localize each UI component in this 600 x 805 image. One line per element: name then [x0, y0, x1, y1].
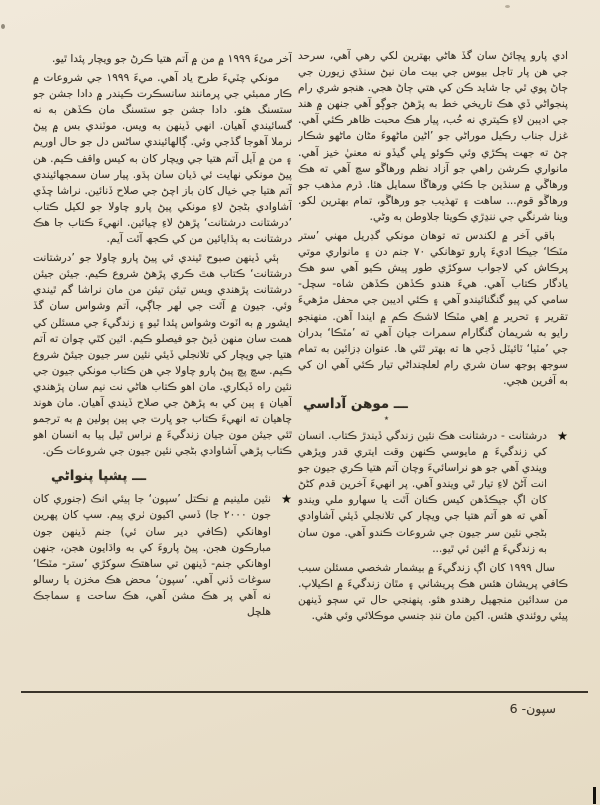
scan-artifact-bottom-right — [593, 787, 596, 804]
paragraph-text: نئين ملينيم ۾ نڪتل ’سپون‘ جا ٻيئي انڪ (جنوري کان جون ٢٠٠٠ جا) ڏسي اکيون ٺري پيم. سڀ کان پهرين اوهانکي (ڪافي دير سان ئي) جنم ڏينهن جون مبارڪون هجن. پيڻ پاروءَ کي به واڌايون هجن، جنهن اوهانکي جنم- ڏينهن تي ساهتڪ سوکڙي ’ستر- مٽڪا‘ سوغات ڏني آهي. ’سپون‘ محض هڪ مخزن يا رسالو نه آهي پر هڪ مشن آهي، هڪ ساحت ۽ سماجڪ هلچل — [33, 493, 271, 618]
asterisk-ornament-icon: ٭ — [384, 413, 389, 424]
page-number: سپون- 6 — [509, 701, 556, 716]
paragraph-text: درشتانت - درشتانت هڪ نئين زندگي ڏيندڙ ڪتاب. انسان کي زندگيءَ ۾ مايوسي ڪنهن وقت ايتري قدر ويڙهي ويندي آهي جو هو نراسائيءَ وچان آتم هتيا ڪري جيون جو انت آڻڻ لاءِ تيار ٿي ويندو آهي. پر انهيءَ آخرين قدم کڻڻ کان اڳ جيڪڏهن کيس ڪنان آٿت يا سهارو ملي ويندو آهي ته هو آتم هتيا جي ويچار کي تلانجلي ڏيئي آشاوادي بڻجي نئين سر جيون جي شروعات ڪندو آهي. مون سان به زندگيءَ ۾ ائين ئي ٿيو... — [298, 429, 547, 555]
paragraph: سال ١٩٩٩ کان اڳ زندگيءَ ۾ بيشمار شخصي مسئلن سبب ڪافي پريشان هئس هڪ پريشاني ۽ مٿان زندگيءَ ۾ اڪيلاپ. من سدائين منجھيل رهندو هئو. پنهنجي حال تي سڄو ڏينهن پيئي روئندي هئس. اکين مان ننڊ جنسي موڪلائي وئي هئي. — [298, 561, 568, 622]
star-bullet-icon: ★ — [557, 428, 568, 443]
starred-paragraph — [33, 491, 292, 620]
text-column-right — [298, 48, 568, 684]
text-column-left — [33, 51, 292, 701]
paragraph: مونکي چٽيءَ طرح ياد آهي. ميءَ ١٩٩٩ جي شروعات ۾ ڪار ممبئي جي پرمانند سانسڪرت ڪيندر ۾ دادا جشن جو ستسنگ هئو. دادا جشن جو ستسنگ مان ڪڏهن به نه گسائيندي آهيان. انهي ڏينهن به ويس. موٽندي بس ۾ پيڻ نرملا آهوجا گڏجي وئي. ڳالهائيندي ساڻس دل جو حال اوريم ۽ من ۾ آيل آتم هتيا جي ويچار کان به کيس واقف ڪيم. هن پيڻ مونکي نهايت ئي ڌيان سان ٻڌو. پيار سان سمجھائيندي آتم هتيا جي خيال کان باز اچڻ جي صلاح ڏنائين. نراشا ڇڏي آشاوادي بڻجڻ لاءِ مونکي پيڻ پارو چاولا جو لکيل ڪتاب ’درشتانت درشتانت‘ پڙهڻ لاءِ چيائين. انهيءَ ڪتاب جا هڪ درشتانت به ٻڌايائين من کي ڪجھ آٿت آيم. — [33, 72, 292, 246]
paragraph: باقي آخر ۾ لکندس ته توهان مونکي گڊريل مهني ’ستر مٽڪا‘ جيڪا اديءَ پارو توهانکي ٧٠ جنم دن ۽ مانواري موتي پرڪاش کي لاجواب سوکڙي طور پيش ڪيو آهي سو هڪ يادگار ڪتاب آهي. هيءَ هندو ڪڏهن ڪڏهن شاه- سچل- سامي کي پيو گنگنائيندو آهي ۽ ڪئي اديبن جي محفل مڙهيءَ تقرير ۽ تحرير ۾ اِهي مٽڪا لاشڪ ڪم ۾ ايندا آهن. منهنجو رايو به شريمان گنگارام سمرات جيان آهي ته ’مٽڪا‘ بدران جي ’مٽيا‘ ٽائيٽل ڏجي ها ته بهتر ٿئي ها. عنوان ڊزائين به تمام سوجھ ٻوجھ سان شري رام لعلچنداڻي تيار ڪئي آهي ان کي به آفرين هجي. — [298, 230, 568, 387]
scan-speck — [1, 24, 5, 29]
starred-paragraph — [298, 428, 568, 557]
author-signature-pushpa-panwani: ـــ پشپا پنواڻي — [51, 468, 147, 485]
paragraph-continuation: ادي پارو ڀڄائڻ سان گڏ هاڻي بهترين لکي رهي آهي، سرحد جي هن پار تاجل بيوس جي بيت مان نيڻ سنڌي زيورن جي ڄاڻ پوي ٿي جا شايد ڪن کي هتي ڄاڻ هجي. هنجو شري رام پنجواڻي ڏي هڪ تاريخي خط به پڙهڻ جوڳو آهي جنهن ۾ هند جي اديبن لاءِ ڪيتري نه حُب، پيار هڪ محبت ظاهر ڪئي آهي. غزل جناب رڪيل موراڻي جو ’اڻين ماڻهوءَ مڻان ماڻهو شڪار ڄڻ ته جهت پڪڙي وئي ڪوئو ڀلي گيڏو نه معنيٰ خيز آهي. مانواري ڪرشن راهي جو آزاد نظم ورهاڱو سچ آهي ته هڪ ورهاڱي ۾ سنڌين جا ڪئي ورهاڱا سمايل هئا. ڌرم مذهب جو ورهاڱو قوم... ساهت ۽ تهذيب جو ورهاڱو، تمام بهترين لکو. وينا شرنگي جي ننڍڙي ڪويتا جلاوطن به وڻي. — [298, 50, 568, 223]
paragraph: ٻئي ڏينهن صبوح ٿيندي ئي پيڻ پارو چاولا جو ’درشتانت درشتانت‘ ڪتاب هٿ ڪري پڙهڻ شروع ڪيم. جيئن جيئن درشتانت پڙهندي ويس تيئن تيئن من مان نراشا گم ٿيندي وئي. جيون ۾ آٿت جي لهر جاڳي، آتم وشواس سان گڏ ايشور ۾ به اٽوٽ وشواس پئدا ٿيو ۽ زندگيءَ جي مسئلن کي همت سان منهن ڏيڻ جو فيصلو ڪيم. ائين کٿي چوان ته آتم هتيا جي ويچار کي تلانجلي ڏيئي نئين سر جيون جيئڻ شروع ڪيم. سچ پچ پيڻ پارو چاولا جي هن ڪتاب مونکي جيون جي نئين راه ڏيکاري. مان اهو ڪتاب هاڻي نت نيم سان پڙهندي آهيان ۽ ٻين کي به پڙهڻ جي صلاح ڏيندي آهيان. مان هوند چاهيان ته انهيءَ ڪتاب جو ڀارت جي ٻين ٻولين ۾ به ترجمو ٿئي جيئن مون جيان زندگيءَ ۾ نراس ٿيل ٻيا به انسان اهو ڪتاب پڙهي آشاوادي بڻجي نئين جيون جي شروعات ڪن. — [33, 252, 292, 458]
star-bullet-icon: ★ — [281, 492, 292, 507]
scan-speck — [505, 5, 510, 8]
footer-divider — [21, 691, 588, 693]
paragraph-continuation: آخر مئءَ ١٩٩٩ ۾ من ۾ آتم هتيا ڪرڻ جو ويچار پئدا ٿيو. — [51, 53, 292, 65]
author-signature-mohan-adasi: ـــ موهن آداسي — [303, 395, 408, 412]
